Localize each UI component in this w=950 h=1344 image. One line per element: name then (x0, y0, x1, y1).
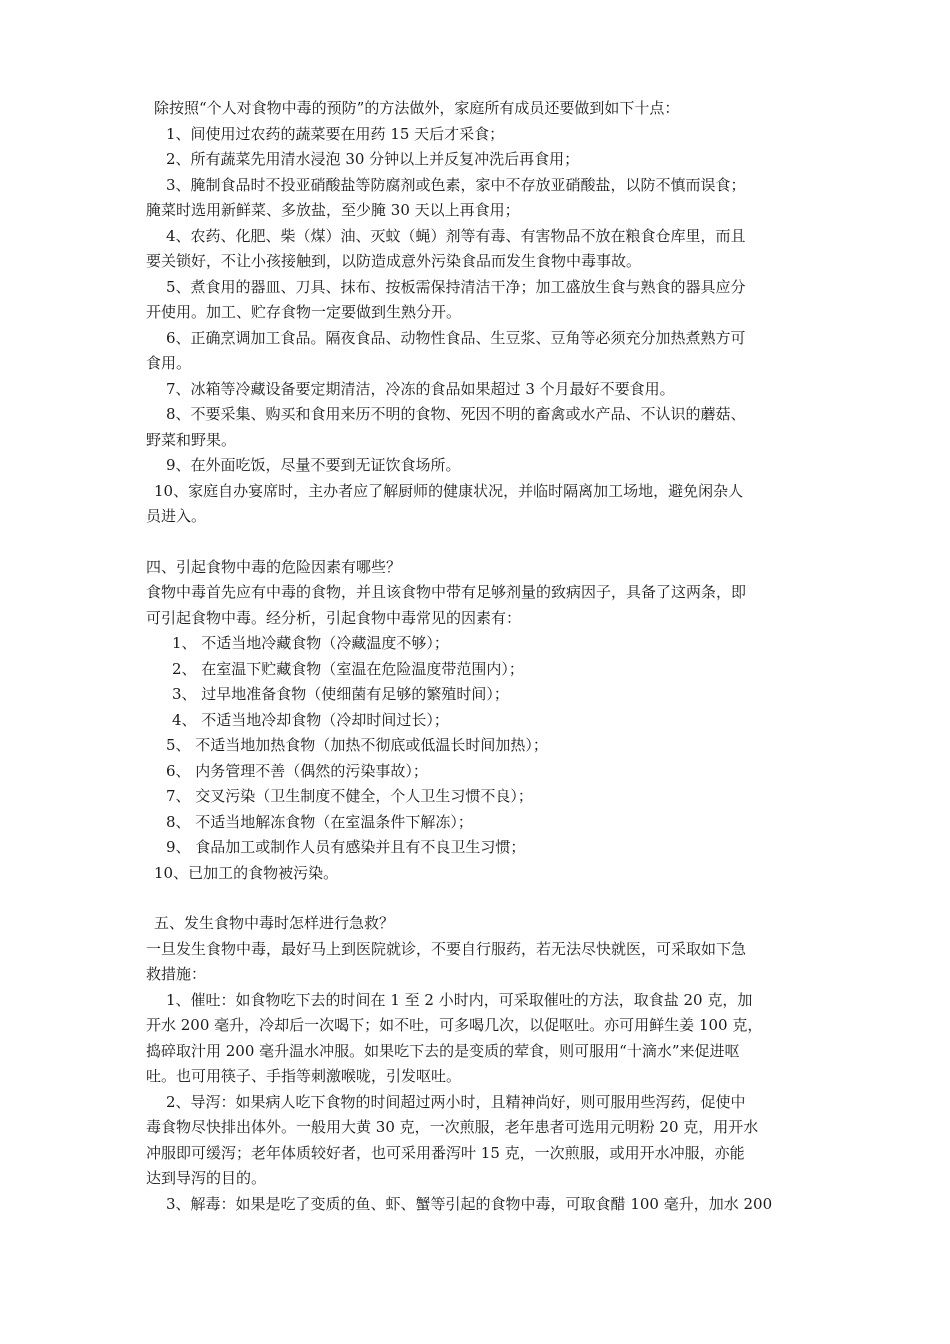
first-aid-section (146, 911, 822, 1217)
list-item: 8、不要采集、购买和食用来历不明的食物、死因不明的畜禽或水产品、不认识的蘑菇、 野菜和野果。 (146, 405, 746, 449)
list-item: 6、正确烹调加工食品。隔夜食品、动物性食品、生豆浆、豆角等必须充分加热煮熟方可 食用。 (146, 328, 746, 372)
list-item: 2、所有蔬菜先用清水浸泡 30 分钟以上并反复冲洗后再食用； (166, 150, 580, 168)
list-item: 9、 食品加工或制作人员有感染并且有不良卫生习惯； (166, 838, 526, 856)
list-item: 7、冰箱等冷藏设备要定期清洁，冷冻的食品如果超过 3 个月最好不要食用。 (166, 379, 675, 398)
risk-factors-section (146, 555, 822, 887)
list-item: 1、间使用过农药的蔬菜要在用药 15 天后才采食； (166, 124, 505, 143)
section-intro: 一旦发生食物中毒，最好马上到医院就诊，不要自行服药，若无法尽快就医，可采取如下急 (146, 939, 747, 958)
list-item: 5、煮食用的器皿、刀具、抹布、按板需保持清洁干净；加工盛放生食与熟食的器具应分 开使用。加工、贮存食物一定要做到生熟分开。 (146, 277, 746, 321)
list-item: 10、已加工的食物被污染。 (154, 863, 339, 882)
section-heading: 五、发生食物中毒时怎样进行急救？ (154, 914, 395, 932)
list-item: 3、 过早地准备食物（使细菌有足够的繁殖时间）； (172, 685, 509, 703)
list-item: 9、在外面吃饭，尽量不要到无证饮食场所。 (166, 456, 461, 474)
list-item: 10、家庭自办宴席时，主办者应了解厨师的健康状况，并临时隔离加工场地，避免闲杂人 员进入。 (146, 481, 744, 525)
section-intro: 除按照“个人对食物中毒的预防”的方法做外，家庭所有成员还要做到如下十点： (154, 99, 680, 117)
list-item: 7、 交叉污染（卫生制度不健全，个人卫生习惯不良）； (166, 787, 533, 805)
list-item: 1、催吐：如食物吃下去的时间在 1 至 2 小时内，可采取催吐的方法，取食盐 20 克，加 开水 200 毫升，冷却后一次喝下；如不吐，可多喝几次，以促呕吐。亦可用鲜生姜 100 克， 捣碎取汁用 200 毫升温水冲服。如果吃下去的是变质的荤食，则可服用“十滴水”来促进呕 吐。也可用筷子、手指等刺激喉咙，引发呕吐。 (146, 990, 763, 1085)
section-intro: 食物中毒首先应有中毒的食物，并且该食物中带有足够剂量的致病因子，具备了这两条，即 (146, 583, 747, 601)
list-item: 6、 内务管理不善（偶然的污染事故）； (166, 761, 428, 780)
list-item: 2、 在室温下贮藏食物（室温在危险温度带范围内）； (172, 659, 524, 678)
list-item: 8、 不适当地解冻食物（在室温条件下解冻）； (166, 812, 473, 831)
list-item: 4、 不适当地冷却食物（冷却时间过长）； (172, 710, 449, 729)
list-item: 2、导泻：如果病人吃下食物的时间超过两小时，且精神尚好，则可服用些泻药，促使中 毒食物尽快排出体外。一般用大黄 30 克，一次煎服，老年患者可选用元明粉 20 克，用开水 冲服即可缓泻；老年体质较好者，也可采用番泻叶 15 克，一次煎服，或用开水冲服，亦能 达到导泻的目的。 (146, 1092, 759, 1187)
family-precautions-section (146, 96, 822, 530)
document-page (146, 96, 822, 1217)
section-intro: 救措施： (146, 965, 207, 983)
paragraph-gap (146, 886, 822, 911)
section-intro: 可引起食物中毒。经分析，引起食物中毒常见的因素有： (146, 608, 522, 627)
section-heading: 四、引起食物中毒的危险因素有哪些？ (146, 557, 402, 576)
paragraph-gap (146, 530, 822, 555)
list-item: 3、腌制食品时不投亚硝酸盐等防腐剂或色素，家中不存放亚硝酸盐，以防不慎而误食； 腌菜时选用新鲜菜、多放盐，至少腌 30 天以上再食用； (146, 175, 746, 219)
list-item: 3、解毒：如果是吃了变质的鱼、虾、蟹等引起的食物中毒，可取食醋 100 毫升，加水 200 (166, 1194, 773, 1213)
list-item: 1、 不适当地冷藏食物（冷藏温度不够）； (172, 634, 449, 652)
list-item: 5、 不适当地加热食物（加热不彻底或低温长时间加热）； (166, 736, 548, 754)
list-item: 4、农药、化肥、柴（煤）油、灭蚊（蝇）剂等有毒、有害物品不放在粮食仓库里，而且 要关锁好，不让小孩接触到，以防造成意外污染食品而发生食物中毒事故。 (146, 226, 746, 270)
